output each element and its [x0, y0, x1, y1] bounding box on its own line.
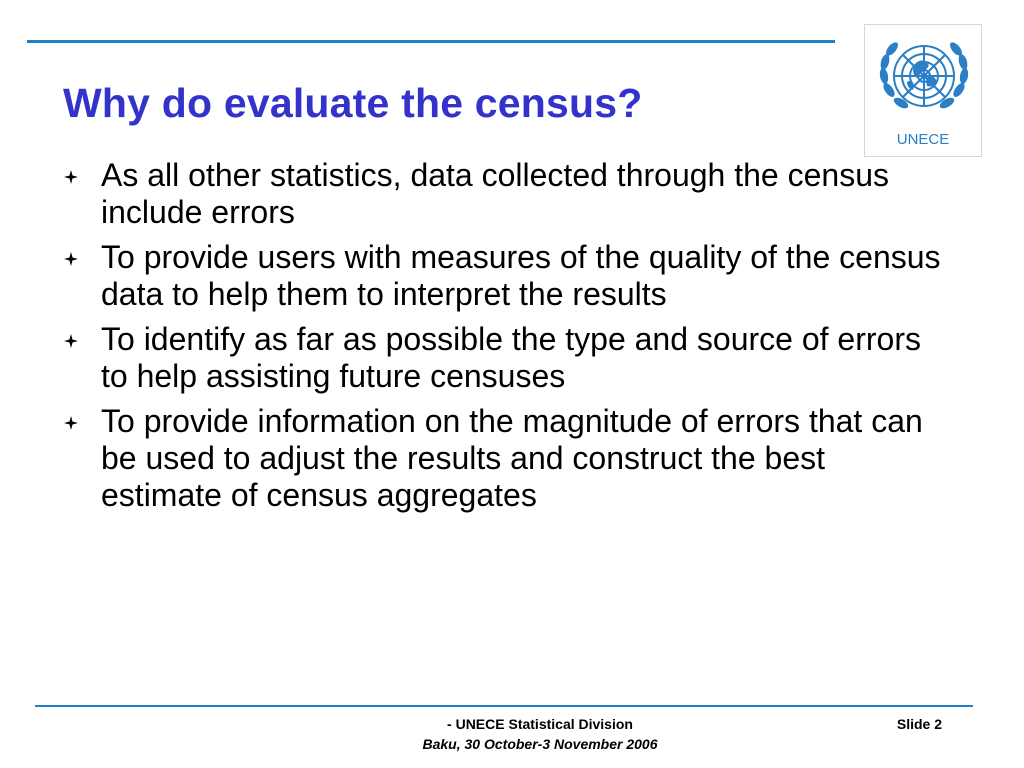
slide-number: Slide 2	[896, 716, 942, 732]
list-item	[62, 403, 942, 514]
diamond-star-icon	[64, 170, 78, 184]
diamond-star-icon	[64, 252, 78, 266]
bullet-list	[62, 157, 942, 522]
top-divider	[27, 40, 835, 43]
slide-title: Why do evaluate the census?	[63, 80, 643, 126]
un-emblem-icon	[871, 28, 977, 128]
list-item	[62, 239, 942, 313]
bullet-text: To identify as far as possible the type and source of errors to help assisting future censuses	[101, 321, 921, 394]
unece-logo	[864, 24, 982, 157]
footer-location: Baku, 30 October-3 November 2006	[422, 736, 658, 752]
logo-label: UNECE	[896, 131, 950, 148]
list-item	[62, 157, 942, 231]
diamond-star-icon	[64, 334, 78, 348]
footer	[340, 716, 740, 752]
list-item	[62, 321, 942, 395]
bullet-text: To provide information on the magnitude of errors that can be used to adjust the results and construct the best estimate of census aggregates	[101, 403, 923, 513]
bullet-text: To provide users with measures of the quality of the census data to help them to interpret the results	[101, 239, 941, 312]
footer-division: - UNECE Statistical Division	[447, 716, 633, 732]
bullet-text: As all other statistics, data collected through the census include errors	[101, 157, 889, 230]
diamond-star-icon	[64, 416, 78, 430]
bottom-divider	[35, 705, 973, 707]
